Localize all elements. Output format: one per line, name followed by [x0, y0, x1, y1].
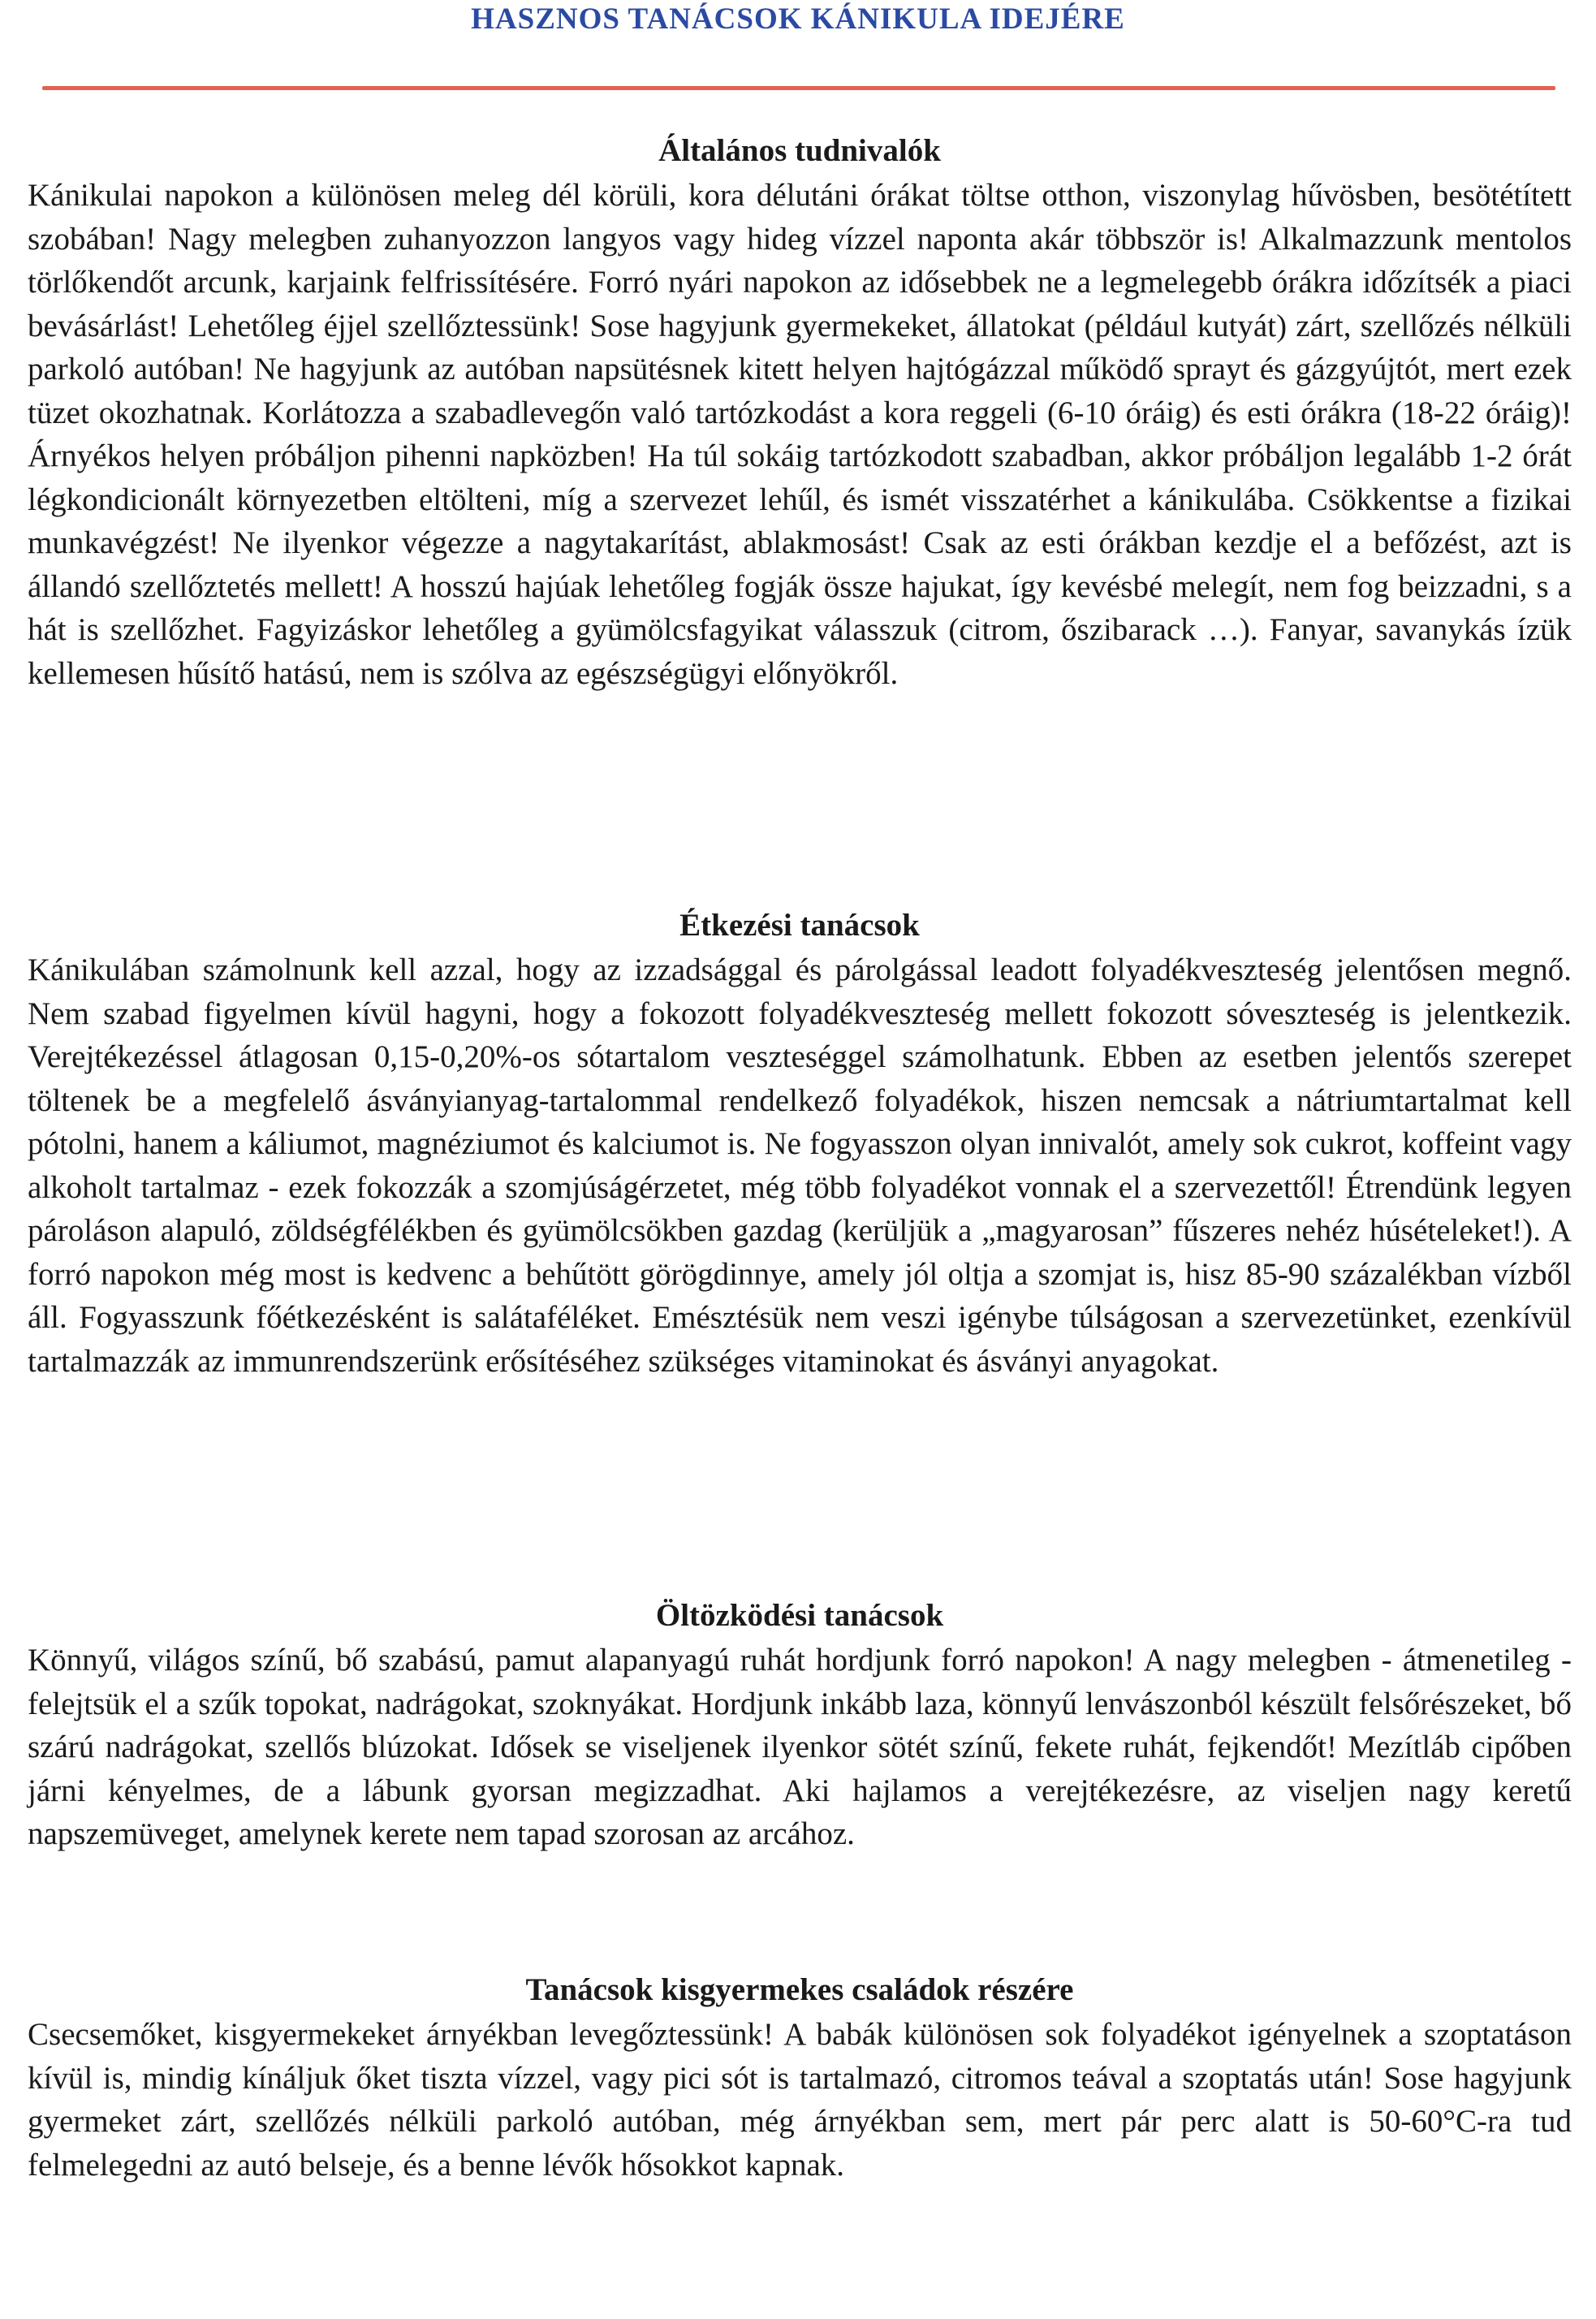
section-body: Kánikulai napokon a különösen meleg dél körüli, kora délutáni órákat töltse otthon, viszonylag hűvösben, besötétített szobában! Nagy melegben zuhanyozzon langyos vagy hideg vízzel naponta akár többször is! Alkalmazzunk mentolos törlőkendőt arcunk, karjaink felfrissítésére. Forró nyári napokon az idősebbek ne a legmelegebb órákra időzítsék a piaci bevásárlást! Lehetőleg éjjel szellőztessünk! Sose hagyjunk gyermekeket, állatokat (például kutyát) zárt, szellőzés nélküli parkoló autóban! Ne hagyjunk az autóban napsütésnek kitett helyen hajtógázzal működő sprayt és gázgyújtót, mert ezek tüzet okozhatnak. Korlátozza a szabadlevegőn való tartózkodást a kora reggeli (6-10 óráig) és esti órákra (18-22 óráig)! Árnyékos helyen próbáljon pihenni napközben! Ha túl sokáig tartózkodott szabadban, akkor próbáljon legalább 1-2 órát légkondicionált környezetben eltölteni, míg a szervezet lehűl, és ismét visszatérhet a kánikulába. Csökkentse a fizikai munkavégzést! Ne ilyenkor végezze a nagytakarítást, ablakmosást! Csak az esti órákban kezdje el a befőzést, azt is állandó szellőztetés mellett! A hosszú hajúak lehetőleg fogják össze hajukat, így kevésbé melegít, nem fog beizzadni, s a hát is szellőzhet. Fagyizáskor lehetőleg a gyümölcsfagyikat válasszuk (citrom, őszibarack …). Fanyar, savanykás ízük kellemesen hűsítő hatású, nem is szólva az egészségügyi előnyökről.: [28, 178, 1572, 691]
section-general-info: [28, 128, 1572, 695]
section-heading: Öltözködési tanácsok: [655, 1598, 944, 1633]
section-eating-tips: [28, 903, 1572, 1383]
section-heading: Általános tudnivalók: [658, 133, 941, 168]
document-title: HASZNOS TANÁCSOK KÁNIKULA IDEJÉRE: [471, 2, 1125, 36]
title-divider: [42, 86, 1555, 90]
section-family-tips: [28, 1967, 1572, 2187]
section-body: Könnyű, világos színű, bő szabású, pamut alapanyagú ruhát hordjunk forró napokon! A nagy melegben - átmenetileg - felejtsük el a szűk topokat, nadrágokat, szoknyákat. Hordjunk inkább laza, könnyű lenvászonból készült felsőrészeket, bő szárú nadrágokat, szellős blúzokat. Idősek se viseljenek ilyenkor sötét színű, fekete ruhát, fejkendőt! Mezítláb cipőben járni kényelmes, de a lábunk gyorsan megizzadhat. Aki hajlamos a verejtékezésre, az viseljen nagy keretű napszemüveget, amelynek kerete nem tapad szorosan az arcához.: [28, 1643, 1572, 1851]
section-body: Csecsemőket, kisgyermekeket árnyékban levegőztessünk! A babák különösen sok folyadékot igényelnek a szoptatáson kívül is, mindig kínáljuk őket tiszta vízzel, vagy pici sót is tartalmazó, citromos teával a szoptatás után! Sose hagyjunk gyermeket zárt, szellőzés nélküli parkoló autóban, még árnyékban sem, mert pár perc alatt is 50-60°C-ra tud felmelegedni az autó belseje, és a benne lévők hősokkot kapnak.: [28, 2017, 1572, 2183]
section-body: Kánikulában számolnunk kell azzal, hogy az izzadsággal és párolgással leadott folyadékveszteség jelentősen megnő. Nem szabad figyelmen kívül hagyni, hogy a fokozott folyadékveszteség mellett fokozott sóveszteség is jelentkezik. Verejtékezéssel átlagosan 0,15-0,20%-os sótartalom veszteséggel számolhatunk. Ebben az esetben jelentős szerepet töltenek be a megfelelő ásványianyag-tartalommal rendelkező folyadékok, hiszen nemcsak a nátriumtartalmat kell pótolni, hanem a káliumot, magnéziumot és kalciumot is. Ne fogyasszon olyan innivalót, amely sok cukrot, koffeint vagy alkoholt tartalmaz - ezek fokozzák a szomjúságérzetet, még több folyadékot vonnak el a szervezettől! Étrendünk legyen pároláson alapuló, zöldségfélékben és gyümölcsökben gazdag (kerüljük a „magyarosan” fűszeres nehéz húsételeket!). A forró napokon még most is kedvenc a behűtött görögdinnye, amely jól oltja a szomjat is, hisz 85-90 százalékban vízből áll. Fogyasszunk főétkezésként is salátaféléket. Emésztésük nem veszi igénybe túlságosan a szervezetünket, ezenkívül tartalmazzák az immunrendszerünk erősítéséhez szükséges vitaminokat és ásványi anyagokat.: [28, 952, 1572, 1379]
section-heading: Tanácsok kisgyermekes családok részére: [525, 1972, 1074, 2007]
section-heading: Étkezési tanácsok: [679, 908, 920, 943]
section-clothing-tips: [28, 1593, 1572, 1856]
